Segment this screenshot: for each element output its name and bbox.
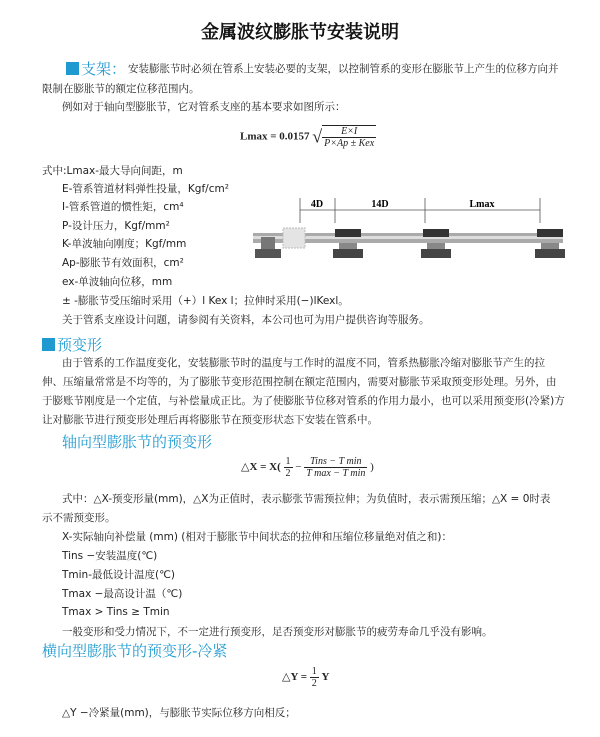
definition: Ap-膨胀节有效面积，cm²	[62, 257, 184, 269]
definition: ± -膨胀节受压缩时采用（+）l Kex l；拉伸时采用(−)lKexl。	[62, 295, 349, 307]
axial-formula	[241, 456, 374, 479]
paragraph-line: Tmax −最高设计温（℃)	[62, 588, 183, 600]
formula-lhs: Lmax = 0.0157	[240, 130, 310, 143]
formula-paren: )	[370, 461, 374, 474]
paragraph-line: △Y −冷紧量(mm)，与膨胀节实际位移方向相反；	[62, 707, 296, 719]
definition: K-单波轴向刚度；Kgf/mm	[62, 238, 187, 250]
lateral-formula	[282, 666, 329, 689]
axial-heading: 轴向型膨胀节的预变形	[62, 433, 213, 451]
formula-denominator: T max − T min	[306, 468, 366, 479]
formula-numerator: 1	[311, 666, 317, 677]
paragraph-line: 安装膨胀节时必须在管系上安装必要的支架，以控制管系的变形在膨胀节上产生的位移方向并	[128, 63, 559, 75]
definition: I-管系管道的惯性矩，cm⁴	[62, 201, 184, 213]
paragraph-line: X-实际轴向补偿量 (mm) (相对于膨胀节中间状态的拉伸和压缩位移量绝对值之和)：	[62, 531, 452, 543]
definition: P-设计压力，Kgf/mm²	[62, 220, 170, 232]
paragraph-line: 示不需预变形。	[42, 512, 116, 524]
support-spacing-diagram	[245, 195, 570, 275]
lmax-formula: Lmax = 0.0157 √ $\frac{E\times I}{\text{P×Ap ± Kex}}$	[240, 126, 375, 149]
dim-label: 4D	[310, 199, 324, 210]
paragraph-line: 让对膨胀节进行预变形处理后再将膨胀节在预变形状态下安装在管系中。	[42, 414, 378, 426]
definition: 关于管系支座设计问题，请参阅有关资料，本公司也可为用户提供咨询等服务。	[62, 314, 430, 326]
formula-denominator: 2	[285, 468, 291, 479]
paragraph-line: 一般变形和受力情况下，不一定进行预变形，足否预变形对膨胀节的疲劳寿命几乎没有影响。	[62, 626, 493, 638]
paragraph-line: 由于管系的工作温度变化，安装膨胀节时的温度与工作时的温度不同，管系热膨胀冷缩对膨胀节产生的拉	[62, 357, 545, 369]
paragraph-line: 限制在膨胀节的额定位移范围内。	[42, 83, 200, 95]
heading-text: 预变形	[57, 336, 103, 354]
dim-label: 14D	[371, 199, 389, 210]
paragraph-line: Tins −安装温度(℃)	[62, 550, 158, 562]
paragraph-line: 式中：△X-预变形量(mm)，△X为正值时，表示膨张节需预拉伸；为负值时，表示需预压缩；△X = 0时表	[62, 493, 551, 505]
paragraph-line: 伸、压缩量常常是不均等的，为了膨胀节变形范围控制在额定范围内，需要对膨胀节采取预变形处理。另外，由	[42, 376, 557, 388]
heading-text: 支架：	[81, 60, 127, 78]
formula-rhs: Y	[321, 671, 330, 684]
paragraph-line: Tmax > Tins ≥ Tmin	[62, 606, 170, 618]
formula-numerator: Tins − T min	[304, 456, 367, 468]
predeform-heading	[42, 334, 102, 355]
paragraph-line: 于膨账节刚度是一个定值，与补偿量成正比。为了使膨胀节位移对管系的作用力最小，也可以采用预变形(冷紧)方	[42, 395, 565, 407]
definition: 式中:Lmax-最大导向间距，m	[42, 165, 183, 177]
formula-denominator: 2	[311, 678, 317, 689]
lateral-heading: 横向型膨胀节的预变形-冷紧	[42, 642, 228, 660]
page-title: 金属波纹膨胀节安装说明	[201, 22, 399, 43]
paragraph-line: Tmin-最低设计温度(℃)	[62, 569, 175, 581]
square-bullet-icon	[42, 338, 55, 351]
paragraph-line: 例如对于轴向型膨胀节，它对管系支座的基本要求如图所示：	[62, 101, 346, 113]
support-heading	[66, 58, 126, 79]
formula-operator: −	[295, 461, 302, 474]
dim-label: Lmax	[469, 199, 495, 210]
formula-lhs: △X = X(	[241, 461, 281, 474]
definition: E-管系管道材料弹性投量，Kgf/cm²	[62, 183, 229, 195]
formula-numerator: 1	[285, 456, 291, 467]
square-bullet-icon	[66, 62, 79, 75]
formula-denominator: P×Ap ± Kex	[324, 138, 375, 149]
formula-numerator: E×I	[322, 126, 376, 138]
definition: ex-单波轴向位移，mm	[62, 276, 173, 288]
formula-lhs: △Y =	[282, 671, 308, 684]
